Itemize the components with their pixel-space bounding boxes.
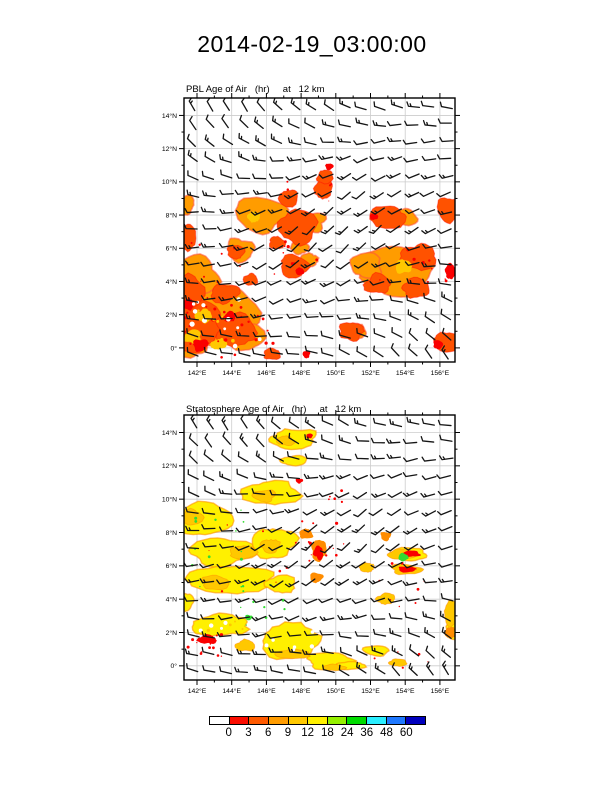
speckle [199,244,201,246]
speckle [223,327,226,330]
x-axis-tick-label: 156°E [430,370,450,377]
speckle [231,339,235,343]
speckle [242,628,244,630]
speckle [241,586,243,588]
stratosphere-map-panel [161,415,455,695]
speckle [208,646,211,649]
speckle [210,643,211,644]
colorbar [209,716,426,725]
speckle [328,498,330,500]
speckle [220,338,223,341]
speckle [330,183,332,185]
speckle [431,268,433,270]
colorbar-tick-label: 9 [284,727,292,739]
speckle [402,667,404,669]
colorbar-cell [366,716,387,725]
speckle [208,555,211,558]
colorbar-tick-label: 3 [245,727,252,739]
speckle [220,356,223,359]
colorbar-cell [346,716,367,725]
speckle [301,520,303,522]
map-content [166,97,460,362]
x-axis-tick-label: 142°E [187,688,207,695]
x-axis-tick-label: 148°E [291,370,311,377]
x-axis-tick-label: 144°E [222,688,241,695]
speckle [274,273,276,275]
colorbar-tick-label: 6 [264,727,272,739]
speckle [240,510,241,511]
x-axis-tick-label: 152°E [361,370,380,377]
y-axis-tick-label: 8°N [165,529,177,537]
speckle [242,590,244,592]
speckle [190,322,195,327]
speckle [265,643,269,647]
speckle [413,258,416,261]
speckle [236,326,239,329]
y-axis-tick-label: 10°N [161,496,177,504]
speckle [328,201,329,202]
y-axis-tick-label: 4°N [165,278,177,286]
colorbar-cell [307,716,328,725]
speckle [284,240,287,243]
speckle [262,318,265,321]
speckle [241,551,243,553]
x-axis-tick-label: 146°E [257,688,276,695]
speckle [445,280,448,283]
speckle [216,635,218,637]
speckle [271,638,274,641]
colorbar-cell [386,716,407,725]
speckle [199,586,200,587]
colorbar-cell [288,716,309,725]
speckle [287,245,290,248]
speckle [374,657,376,659]
y-axis-tick-label: 12°N [161,463,177,471]
speckle [255,338,258,341]
x-axis-tick-label: 154°E [395,370,415,377]
x-axis-tick-label: 150°E [326,688,346,695]
speckle [284,246,286,248]
y-axis-tick-label: 6°N [165,563,177,571]
speckle [279,570,282,573]
y-axis-tick-label: 2°N [165,629,177,637]
speckle [221,253,223,255]
speckle [221,590,223,592]
colorbar-cell [268,716,289,725]
speckle [191,638,194,641]
speckle [187,646,190,649]
speckle [209,550,210,551]
speckle [399,606,400,607]
speckle [234,354,237,357]
speckle [242,585,244,587]
speckle [235,530,237,532]
speckle [189,343,191,345]
colorbar-cell [327,716,348,725]
speckle [379,279,380,280]
speckle [234,621,236,623]
speckle [230,304,233,307]
speckle [216,320,219,323]
speckle [229,624,232,627]
speckle [196,642,197,643]
colorbar-cell [405,716,426,725]
y-axis-tick-label: 14°N [161,429,177,437]
speckle [315,258,318,261]
speckle [311,630,315,634]
speckle [247,321,249,323]
x-axis-tick-label: 154°E [395,688,415,695]
plot-title: 2014-02-19_03:00:00 [197,31,427,57]
speckle [209,623,213,627]
speckle [203,276,205,278]
speckle [200,652,203,655]
speckle [428,259,430,261]
speckle [186,312,188,314]
speckle [267,330,269,332]
speckle [240,558,243,561]
speckle [335,554,338,557]
speckle [207,629,210,632]
speckle [223,621,227,625]
colorbar-cell [229,716,250,725]
speckle [201,303,205,307]
y-axis-tick-label: 10°N [161,179,177,187]
speckle [227,524,228,525]
speckle [220,627,223,630]
x-axis-tick-label: 150°E [326,370,346,377]
colorbar-tick-label: 12 [301,727,314,739]
speckle [212,646,215,649]
x-axis-tick-label: 152°E [361,688,380,695]
speckle [223,311,226,314]
speckle [216,644,220,648]
speckle [341,501,343,503]
speckle [311,554,312,555]
speckle [283,608,285,610]
colorbar-labels [209,727,426,741]
speckle [335,522,338,525]
speckle [286,181,288,183]
y-axis-tick-label: 4°N [165,596,177,604]
speckle [185,638,190,643]
speckle [233,344,238,349]
speckle [295,542,297,544]
y-axis-tick-label: 12°N [161,146,177,153]
speckle [194,517,197,520]
x-axis-tick-label: 156°E [430,688,450,695]
stratosphere-field-label: Stratosphere Age of Air (hr) at 12 km [186,404,362,415]
speckle [207,297,209,299]
x-axis-tick-label: 144°E [222,370,241,377]
y-axis-tick-label: 2°N [165,312,177,320]
speckle [283,252,285,254]
speckle [240,607,241,608]
speckle [263,606,265,608]
speckle [194,520,197,523]
speckle [246,624,247,625]
y-axis-tick-label: 0° [170,345,177,353]
x-axis-tick-label: 146°E [257,370,276,377]
pbl-field-label: PBL Age of Air (hr) at 12 km [186,84,325,95]
speckle [197,309,199,311]
speckle [417,588,420,591]
speckle [325,554,327,556]
speckle [217,654,220,657]
speckle [192,302,195,305]
speckle [343,543,344,544]
colorbar-cell [209,716,230,725]
speckle [310,644,314,648]
speckle [340,489,343,492]
speckle [258,337,262,341]
speckle [213,308,216,311]
map-content [177,415,464,680]
y-axis-tick-label: 6°N [165,245,177,253]
speckle [221,656,222,657]
speckle [287,188,289,190]
colorbar-tick-label: 0 [225,727,232,739]
speckle [308,541,310,543]
colorbar-tick-label: 36 [360,727,374,739]
speckle [191,242,193,244]
speckle [391,562,394,565]
speckle [221,316,223,318]
colorbar-cell [248,716,269,725]
speckle [240,306,243,309]
speckle [415,602,417,604]
speckle [262,530,264,532]
speckle [224,338,227,341]
y-axis-tick-label: 8°N [165,212,177,220]
speckle [329,496,331,498]
colorbar-tick-label: 48 [380,727,393,739]
pbl-map-panel [161,98,455,377]
speckle [200,281,201,282]
x-axis-tick-label: 148°E [291,688,311,695]
speckle [312,522,314,524]
colorbar-tick-label: 18 [320,727,334,739]
speckle [193,309,198,314]
speckle [265,342,268,345]
speckle [333,548,334,549]
speckle [217,340,219,342]
speckle [271,342,274,345]
speckle [333,497,336,500]
colorbar-tick-label: 60 [399,727,413,739]
speckle [240,323,243,326]
speckle [205,306,207,308]
speckle [308,560,310,562]
speckle [214,519,216,521]
speckle [275,582,276,583]
y-axis-tick-label: 0° [170,663,177,671]
colorbar-tick-label: 24 [340,727,354,739]
x-axis-tick-label: 142°E [187,370,207,377]
y-axis-tick-label: 14°N [161,112,177,120]
speckle [243,521,245,523]
